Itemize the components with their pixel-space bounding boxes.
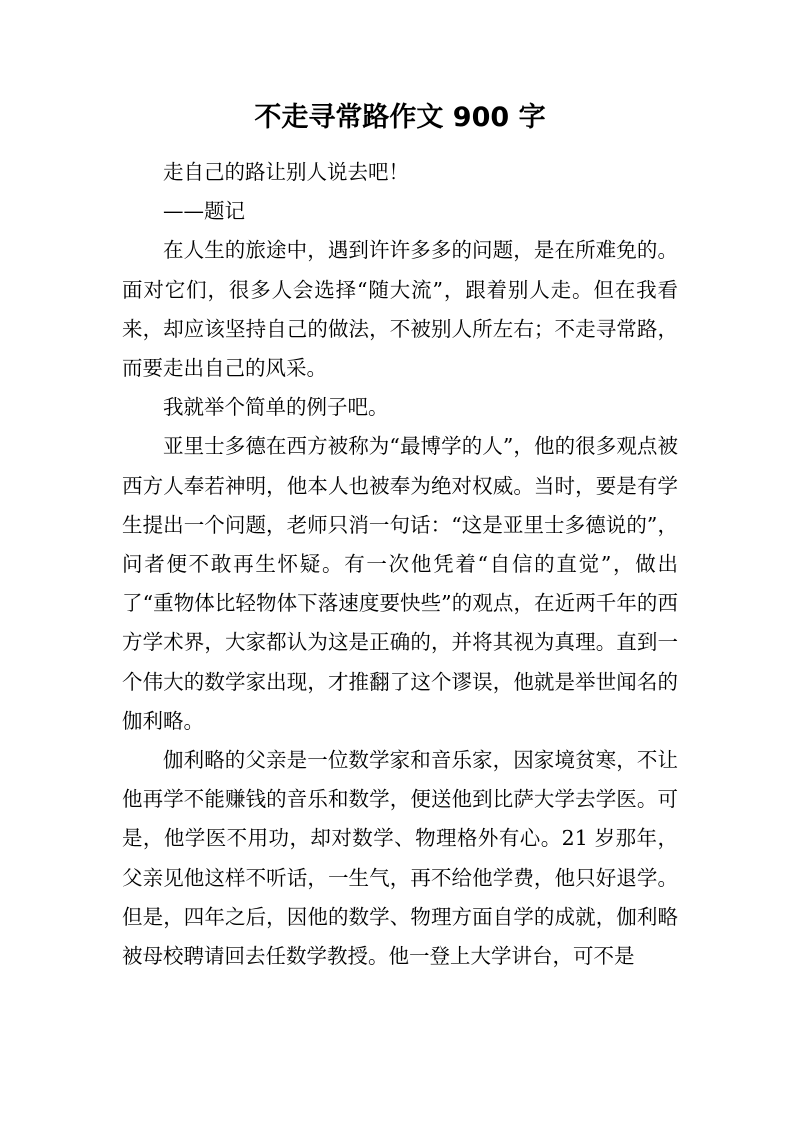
paragraph-epigraph-attribution: ——题记 — [163, 199, 245, 224]
paragraph-intro: 在人生的旅途中，遇到许许多多的问题，是在所难免的。面对它们，很多人会选择“随大流”，跟着别人走。但在我看来，却应该坚持自己的做法，不被别人所左右；不走寻常路，而要走出自己的风采。 — [122, 238, 678, 381]
paragraph-aristotle: 亚里士多德在西方被称为“最博学的人”，他的很多观点被西方人奉若神明，他本人也被奉为绝对权威。当时，要是有学生提出一个问题，老师只消一句话：“这是亚里士多德说的”，问者便不敢再生怀疑。有一次他凭着“自信的直觉”，做出了“重物体比轻物体下落速度要快些”的观点，在近两千年的西方学术界，大家都认为这是正确的，并将其视为真理。直到一个伟大的数学家出现，才推翻了这个谬误，他就是举世闻名的伽利略。 — [122, 434, 678, 733]
document-title: 不走寻常路作文 900 字 — [254, 102, 546, 133]
document-body — [122, 153, 678, 976]
paragraph-galileo: 伽利略的父亲是一位数学家和音乐家，因家境贫寒，不让他再学不能赚钱的音乐和数学，便送他到比萨大学去学医。可是，他学医不用功，却对数学、物理格外有心。21 岁那年，父亲见他这样不听话，一生气，再不给他学费，他只好退学。但是，四年之后，因他的数学、物理方面自学的成就，伽利略被母校聘请回去任数学教授。他一登上大学讲台，可不是 — [122, 748, 678, 969]
paragraph-example-lead: 我就举个简单的例子吧。 — [163, 395, 389, 420]
paragraph-epigraph: 走自己的路让别人说去吧！ — [163, 160, 409, 184]
